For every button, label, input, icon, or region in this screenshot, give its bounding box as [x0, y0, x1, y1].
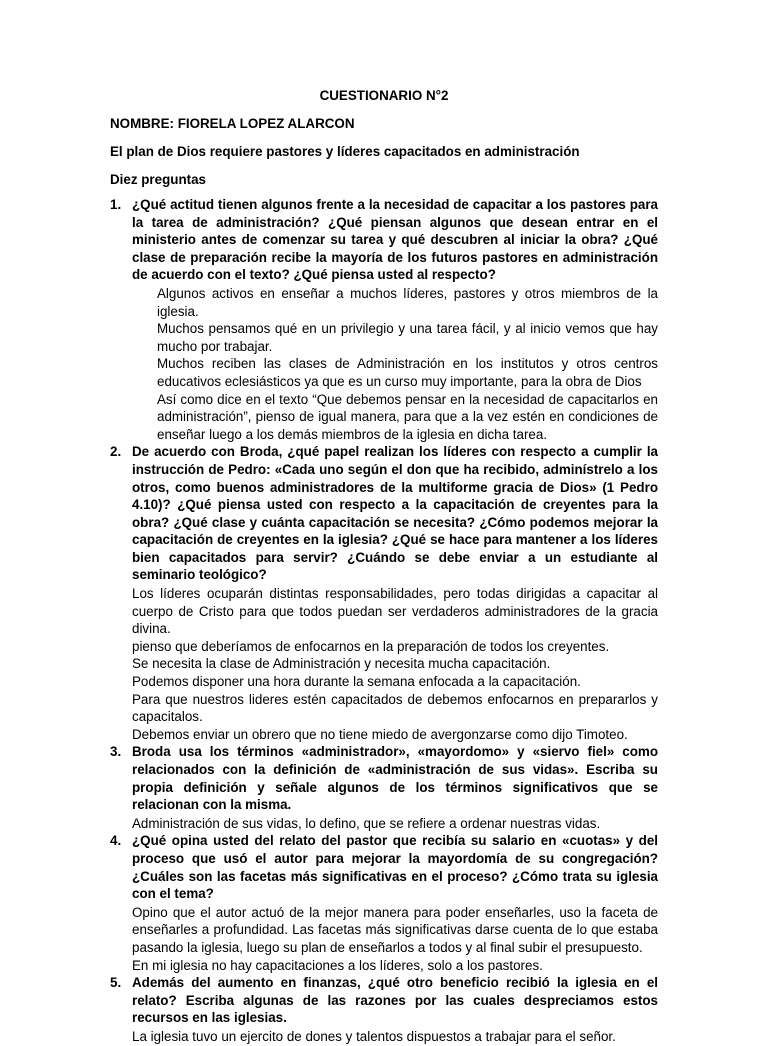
question-item-1 [110, 196, 658, 443]
document-title: CUESTIONARIO N°2 [319, 88, 449, 103]
question-text: ¿Qué actitud tienen algunos frente a la necesidad de capacitar a los pastores para la tarea de administración? ¿Qué piensan algunos que desean entrar en el ministerio antes de comenzar su tarea y qué descubren al iniciar la obra? ¿Qué clase de preparación recibe la mayoría de los futuros pastores en administración de acuerdo con el texto? ¿Qué piensa usted al respecto? [132, 197, 658, 283]
answer-paragraph: pienso que deberíamos de enfocarnos en la preparación de todos los creyentes. [132, 638, 610, 654]
answer-paragraph: Opino que el autor actuó de la mejor manera para poder enseñarles, uso la faceta de enseñarles a profundidad. Las facetas más significativas darse cuenta de lo que estaba pasando la iglesia, luego su plan de enseñarlos a todos y al final subir el presupuesto. [132, 904, 658, 955]
question-list [110, 196, 658, 1046]
question-number: 2. [110, 444, 122, 460]
question-text: Además del aumento en finanzas, ¿qué otro beneficio recibió la iglesia en el relato? Escriba algunas de las razones por las cuales despreciamos estos recursos en las iglesias. [132, 975, 658, 1026]
answer-paragraph: Para que nuestros lideres estén capacitados de debemos enfocarnos en prepararlos y capacitalos. [132, 691, 658, 725]
question-number: 1. [110, 197, 122, 212]
answer-paragraph: Administración de sus vidas, lo defino, que se refiere a ordenar nuestras vidas. [132, 815, 601, 831]
question-item-3 [110, 743, 658, 832]
answer-paragraph: Podemos disponer una hora durante la semana enfocada a la capacitación. [132, 674, 581, 690]
question-item-2 [110, 443, 658, 743]
question-text: ¿Qué opina usted del relato del pastor que recibía su salario en «cuotas» y del proceso que usó el autor para mejorar la mayordomía de su congregación? ¿Cuáles son las facetas más significativas en el proceso? ¿Cómo trata su iglesia con el tema? [132, 833, 658, 902]
answer-paragraph: Debemos enviar un obrero que no tiene miedo de avergonzarse como dijo Timoteo. [132, 726, 628, 742]
student-name: NOMBRE: FIORELA LOPEZ ALARCON [110, 116, 355, 131]
answer-paragraph: Muchos reciben las clases de Administración en los institutos y otros centros educativos eclesiásticos ya que es un curso muy importante, para la obra de Dios [157, 356, 658, 389]
document-subtitle: El plan de Dios requiere pastores y líderes capacitados en administración [110, 144, 580, 159]
answer-paragraph: Algunos activos en enseñar a muchos líderes, pastores y otros miembros de la iglesia. [157, 285, 658, 319]
section-heading: Diez preguntas [110, 172, 206, 187]
answer-paragraph: Se necesita la clase de Administración y necesita mucha capacitación. [132, 656, 551, 672]
answer-paragraph: Muchos pensamos qué en un privilegio y una tarea fácil, y al inicio vemos que hay mucho por trabajar. [157, 321, 658, 354]
question-number: 3. [110, 744, 122, 760]
answer-paragraph: Los líderes ocuparán distintas responsabilidades, pero todas dirigidas a capacitar al cuerpo de Cristo para que todos puedan ser verdaderos administradores de la gracia divina. [132, 586, 658, 637]
question-number: 5. [110, 975, 122, 991]
question-text: Broda usa los términos «administrador», «mayordomo» y «siervo fiel» como relacionados con la definición de «administración de sus vidas». Escriba su propia definición y señale algunos de los términos significativos que se relacionan con la misma. [132, 744, 658, 813]
answer-paragraph: La iglesia tuvo un ejercito de dones y talentos dispuestos a trabajar para el señor. [132, 1028, 616, 1044]
question-number: 4. [110, 833, 122, 849]
question-text: De acuerdo con Broda, ¿qué papel realizan los líderes con respecto a cumplir la instrucción de Pedro: «Cada uno según el don que ha recibido, adminístrelo a los otros, como buenos administradores de la multiforme gracia de Dios» (1 Pedro 4.10)? ¿Qué piensa usted con respecto a la capacitación de creyentes para la obra? ¿Qué clase y cuánta capacitación se necesita? ¿Cómo podemos mejorar la capacitación de creyentes en la iglesia? ¿Qué se hace para mantener a los líderes bien capacitados para servir? ¿Cuándo se debe enviar a un estudiante al seminario teológico? [132, 444, 658, 583]
question-item-4 [110, 832, 658, 974]
answer-paragraph: En mi iglesia no hay capacitaciones a los líderes, solo a los pastores. [132, 957, 543, 973]
question-item-5 [110, 974, 658, 1045]
answer-paragraph: Así como dice en el texto “Que debemos pensar en la necesidad de capacitarlos en administración”, pienso de igual manera, para que a la vez estén en condiciones de enseñar luego a los demás miembros de la iglesia en dicha tarea. [157, 391, 658, 442]
